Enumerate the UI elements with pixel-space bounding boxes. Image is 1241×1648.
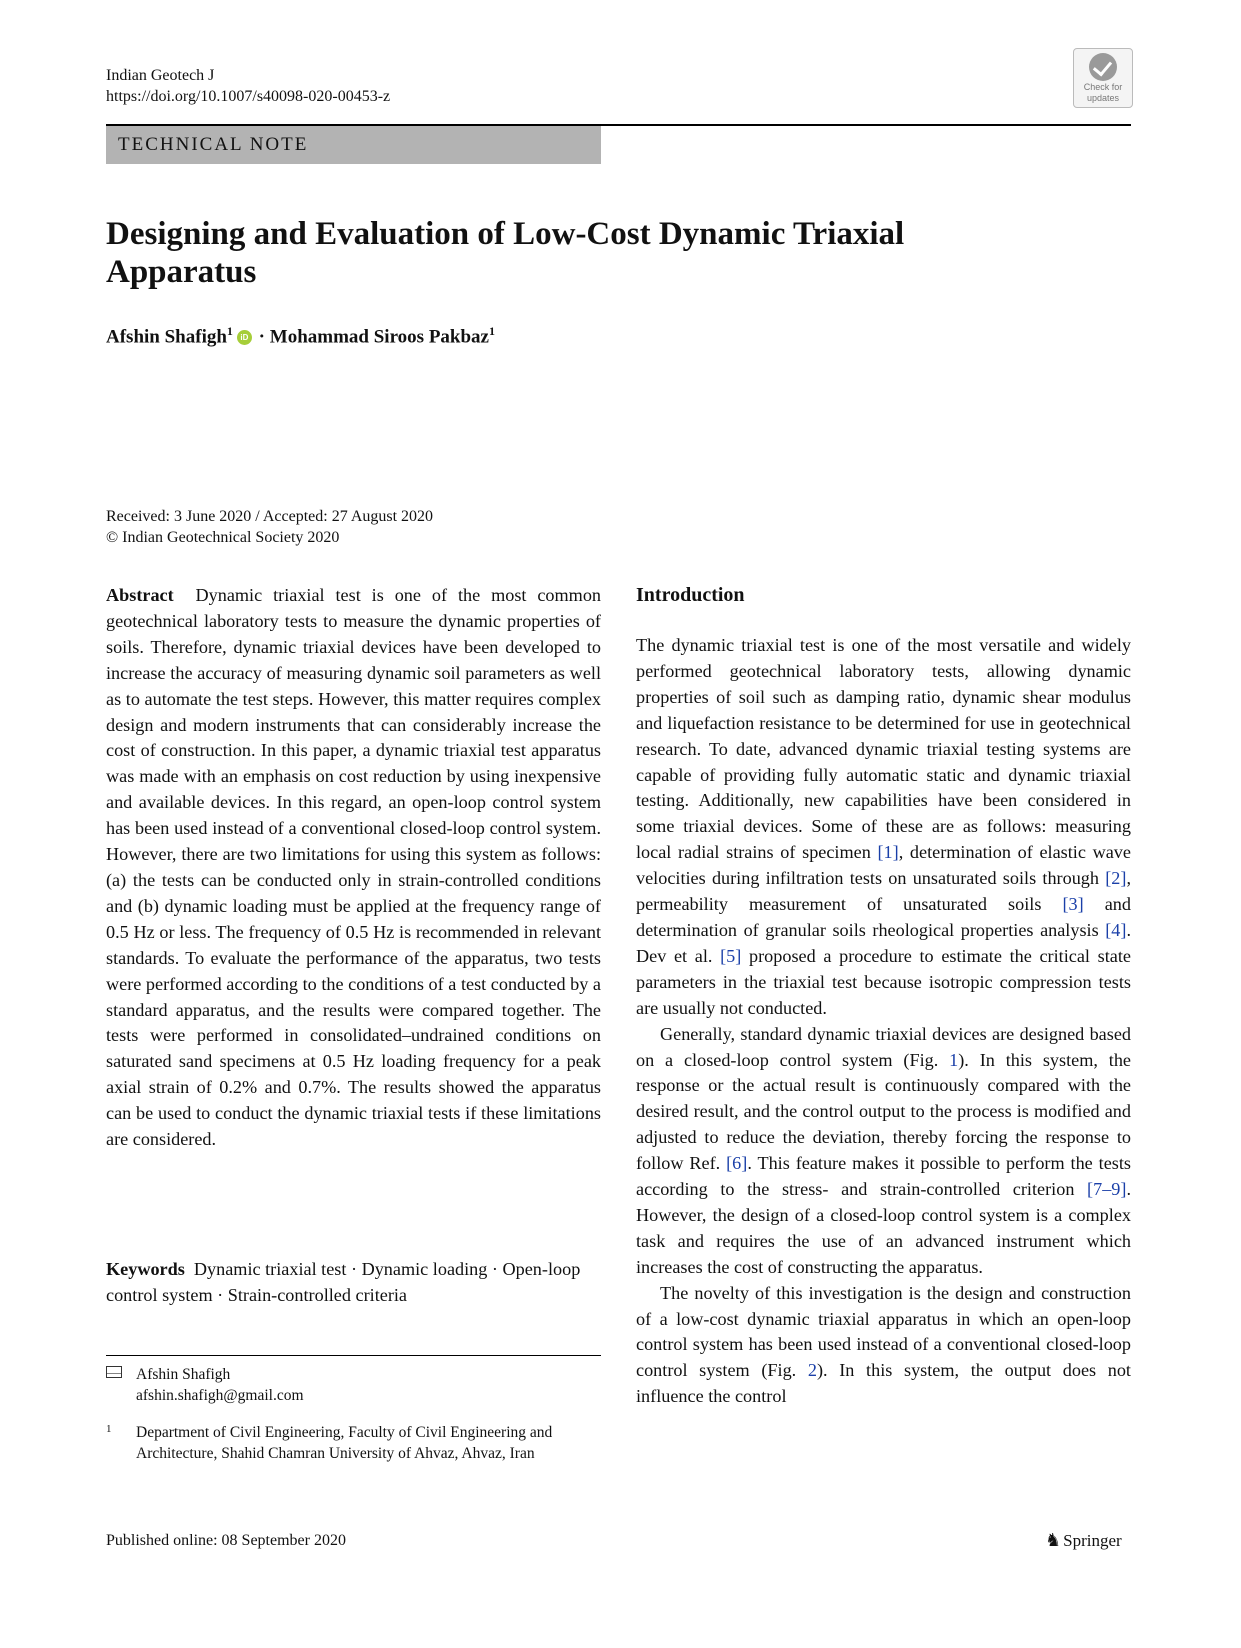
figure-link[interactable]: 1 <box>949 1049 959 1070</box>
article-dates <box>106 506 433 548</box>
journal-name: Indian Geotech J <box>106 67 215 84</box>
article-type-banner <box>106 126 601 164</box>
badge-line1: Check for <box>1083 82 1123 92</box>
keywords-section <box>106 1257 601 1309</box>
text-run: , permeability measurement of unsaturated soils <box>636 868 1131 915</box>
affiliation-marker: 1 <box>489 324 495 338</box>
abstract-heading: Abstract <box>106 585 174 605</box>
citation-link[interactable]: [1] <box>877 842 899 863</box>
figure-link[interactable]: 2 <box>807 1360 817 1381</box>
text-run: ). In this system, the response or the actual result is continuously compared with the desired result, and the control output to the process is modified and adjusted to reduce the deviation, thereby forcing the response to follow Ref. <box>636 1049 1131 1174</box>
intro-paragraph-3 <box>636 1281 1131 1411</box>
received-accepted: Received: 3 June 2020 / Accepted: 27 August 2020 <box>106 508 434 525</box>
doi-link[interactable]: https://doi.org/10.1007/s40098-020-00453-z <box>106 88 391 105</box>
text-run: proposed a procedure to estimate the critical state parameters in the triaxial test because isotropic compression tests are usually not conducted. <box>636 945 1131 1018</box>
author-list <box>106 324 495 348</box>
author-name[interactable]: Mohammad Siroos Pakbaz <box>269 326 489 348</box>
affiliation-text: Department of Civil Engineering, Faculty of Civil Engineering and Architecture, Shahid Chamran University of Ahvaz, Ahvaz, Iran <box>136 1424 553 1462</box>
text-run: and determination of granular soils rheological properties analysis <box>636 894 1131 940</box>
check-for-updates-badge[interactable] <box>1073 48 1133 108</box>
keywords-heading: Keywords <box>106 1259 185 1279</box>
citation-link[interactable]: [2] <box>1105 868 1127 889</box>
orcid-icon[interactable]: iD <box>237 330 252 345</box>
journal-header <box>106 65 390 107</box>
citation-link[interactable]: [5] <box>720 945 742 966</box>
citation-link[interactable]: [6] <box>726 1153 748 1174</box>
text-run: . This feature makes it possible to perform the tests according to the stress- and strain-controlled criterion <box>636 1153 1131 1200</box>
springer-horse-icon: ♞ <box>1045 1530 1062 1550</box>
text-run: . However, the design of a closed-loop control system is a complex task and requires the use of an advanced instrument which increases the cost of constructing the apparatus. <box>636 1179 1131 1277</box>
copyright: © Indian Geotechnical Society 2020 <box>106 529 340 546</box>
text-run: Generally, standard dynamic triaxial devices are designed based on a closed-loop control system (Fig. <box>636 1023 1131 1070</box>
published-online: Published online: 08 September 2020 <box>106 1532 346 1549</box>
author-separator: · <box>253 326 270 348</box>
publisher-name: Springer <box>1063 1531 1122 1550</box>
citation-link[interactable]: [4] <box>1105 919 1127 940</box>
citation-link[interactable]: [3] <box>1062 894 1084 915</box>
abstract-text: Dynamic triaxial test is one of the most common geotechnical laboratory tests to measure the dynamic properties of soils. Therefore, dynamic triaxial devices have been developed to increase the accuracy of measuring dynamic soil parameters as well as to automate the test steps. However, this matter requires complex design and modern instruments that can considerably increase the cost of construction. In this paper, a dynamic triaxial test apparatus was made with an emphasis on cost reduction by using inexpensive and available devices. In this regard, an open-loop control system has been used instead of a conventional closed-loop control system. However, there are two limitations for using this system as follows: (a) the tests can be conducted only in strain-controlled conditions and (b) dynamic loading must be applied at the frequency range of 0.5 Hz or less. The frequency of 0.5 Hz is recommended in relevant standards. To evaluate the performance of the apparatus, two tests were performed according to the conditions of a test conducted by a standard apparatus, and the results were compared together. The tests were performed in consolidated–undrained conditions on saturated sand specimens at 0.5 Hz loading frequency for a peak axial strain of 0.2% and 0.7%. The results showed the apparatus can be used to conduct the dynamic triaxial tests if these limitations are considered. <box>106 585 602 1150</box>
check-icon <box>1089 53 1117 81</box>
text-run: . Dev et al. <box>636 919 1131 966</box>
author-name[interactable]: Afshin Shafigh <box>106 326 227 348</box>
article-type: TECHNICAL NOTE <box>118 134 309 155</box>
text-run: , determination of elastic wave velocities during infiltration tests on unsaturated soils through <box>636 842 1131 889</box>
badge-line2: updates <box>1086 93 1120 103</box>
footnote-rule <box>106 1355 601 1356</box>
intro-paragraph-2 <box>636 1022 1131 1281</box>
keywords-text: Dynamic triaxial test · Dynamic loading · Open-loop control system · Strain-controlled criteria <box>106 1259 581 1305</box>
text-run: ). In this system, the output does not influence the control <box>636 1360 1131 1407</box>
publisher-logo <box>1045 1530 1122 1551</box>
text-run: The novelty of this investigation is the design and construction of a low-cost dynamic triaxial apparatus in which an open-loop control system has been used instead of a conventional closed-loop control system (Fig. <box>636 1282 1131 1381</box>
correspondence-name: Afshin Shafigh <box>136 1366 231 1383</box>
intro-paragraph-1 <box>636 633 1131 1022</box>
introduction-heading: Introduction <box>636 584 745 606</box>
introduction-section <box>636 583 1131 1410</box>
citation-link[interactable]: [7–9] <box>1087 1179 1127 1200</box>
text-run: The dynamic triaxial test is one of the most versatile and widely performed geotechnical laboratory tests, allowing dynamic properties of soil such as damping ratio, dynamic shear modulus and liquefaction resistance to be determined for use in geotechnical research. To date, advanced dynamic triaxial testing systems are capable of providing fully automatic static and dynamic triaxial testing. Additionally, new capabilities have been considered in some triaxial devices. Some of these are as follows: measuring local radial strains of specimen <box>636 635 1131 863</box>
affiliation-number: 1 <box>106 1423 112 1435</box>
affiliation-marker: 1 <box>226 324 233 338</box>
abstract-section <box>106 583 601 1153</box>
correspondence-email[interactable]: afshin.shafigh@gmail.com <box>136 1387 304 1404</box>
envelope-icon <box>106 1366 122 1378</box>
paper-title: Designing and Evaluation of Low-Cost Dynamic Triaxial Apparatus <box>106 216 905 290</box>
